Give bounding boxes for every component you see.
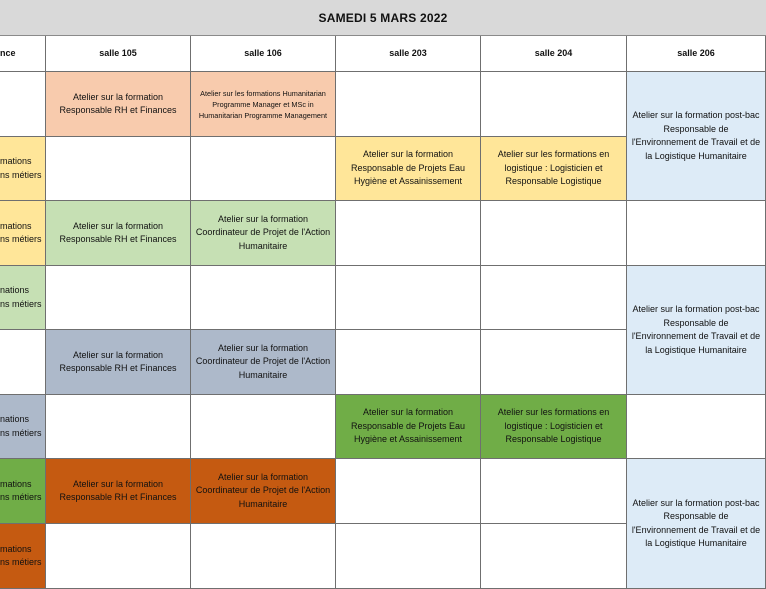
schedule-title: SAMEDI 5 MARS 2022 (0, 0, 766, 36)
column-header-salle-105: salle 105 (46, 36, 191, 72)
column-header-salle-203: salle 203 (336, 36, 481, 72)
empty-cell (191, 395, 336, 459)
activity-cell: Atelier sur la formation Responsable de Projets Eau Hygiène et Assainissement (336, 395, 481, 459)
left-column-cell (0, 72, 46, 137)
empty-cell (481, 201, 627, 266)
column-header-salle-206: salle 206 (627, 36, 766, 72)
left-column-cell: mations ns métiers (0, 137, 46, 201)
activity-cell: Atelier sur la formation Responsable RH et Finances (46, 201, 191, 266)
left-column-cell: nations ns métiers (0, 266, 46, 330)
activity-cell: Atelier sur la formation Responsable RH et Finances (46, 72, 191, 137)
activity-cell: Atelier sur les formations en logistique : Logisticien et Responsable Logistique (481, 137, 627, 201)
empty-cell (191, 137, 336, 201)
activity-cell: Atelier sur la formation Coordinateur de Projet de l'Action Humanitaire (191, 330, 336, 395)
activity-cell: Atelier sur la formation Responsable de Projets Eau Hygiène et Assainissement (336, 137, 481, 201)
activity-cell-salle-206: Atelier sur la formation post-bac Responsable de l'Environnement de Travail et de la Logistique Humanitaire (627, 72, 766, 201)
empty-cell (336, 72, 481, 137)
empty-cell (46, 524, 191, 589)
activity-cell: Atelier sur la formation Coordinateur de Projet de l'Action Humanitaire (191, 459, 336, 524)
empty-cell (481, 459, 627, 524)
empty-cell (481, 266, 627, 330)
activity-cell-salle-206: Atelier sur la formation post-bac Responsable de l'Environnement de Travail et de la Logistique Humanitaire (627, 459, 766, 589)
empty-cell (336, 524, 481, 589)
column-header-salle-106: salle 106 (191, 36, 336, 72)
empty-cell (627, 395, 766, 459)
empty-cell (191, 524, 336, 589)
activity-cell: Atelier sur la formation Responsable RH et Finances (46, 330, 191, 395)
empty-cell (336, 330, 481, 395)
empty-cell (46, 137, 191, 201)
empty-cell (46, 395, 191, 459)
left-column-cell: mations ns métiers (0, 459, 46, 524)
activity-cell: Atelier sur les formations Humanitarian Programme Manager et MSc in Humanitarian Programme Management (191, 72, 336, 137)
left-column-cell: nations ns métiers (0, 395, 46, 459)
left-column-cell: mations ns métiers (0, 201, 46, 266)
empty-cell (481, 330, 627, 395)
empty-cell (46, 266, 191, 330)
empty-cell (191, 266, 336, 330)
activity-cell: Atelier sur les formations en logistique : Logisticien et Responsable Logistique (481, 395, 627, 459)
empty-cell (336, 201, 481, 266)
column-header-salle-204: salle 204 (481, 36, 627, 72)
activity-cell: Atelier sur la formation Coordinateur de Projet de l'Action Humanitaire (191, 201, 336, 266)
empty-cell (336, 266, 481, 330)
activity-cell: Atelier sur la formation Responsable RH et Finances (46, 459, 191, 524)
activity-cell-salle-206: Atelier sur la formation post-bac Responsable de l'Environnement de Travail et de la Logistique Humanitaire (627, 266, 766, 395)
column-header-left: nce (0, 36, 46, 72)
empty-cell (481, 72, 627, 137)
empty-cell (336, 459, 481, 524)
left-column-cell: mations ns métiers (0, 524, 46, 589)
empty-cell (627, 201, 766, 266)
left-column-cell (0, 330, 46, 395)
empty-cell (481, 524, 627, 589)
